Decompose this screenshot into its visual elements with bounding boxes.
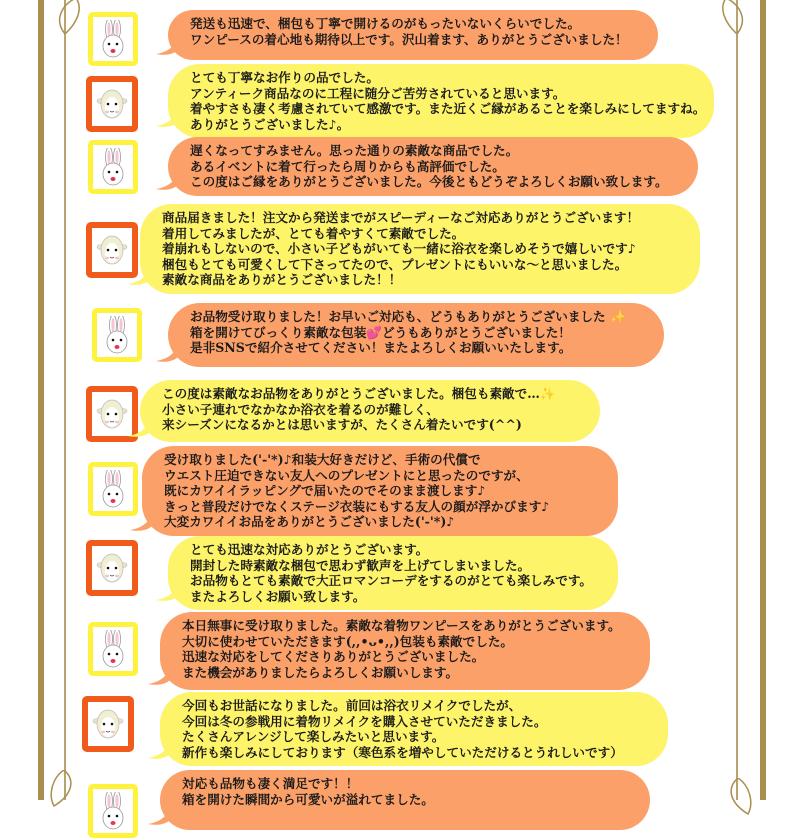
review-bubble [140, 204, 700, 294]
review-text-line: またよろしくお願い致します。 [190, 588, 366, 604]
review-text-line: 本日無事に受け取りました。素敵な着物ワンピースをありがとうございます。 [182, 618, 621, 633]
leaf-ornament-top-right-icon [712, 0, 752, 34]
review-text-line: ウエスト圧迫できない友人へのプレゼントにと思ったのですが、 [164, 467, 529, 483]
rabbit-icon [95, 148, 131, 186]
review-bubble [160, 612, 650, 690]
review-text-line: 箱を開けた瞬間から可愛いが溢れてました。 [182, 791, 434, 807]
review-text-line: 来シーズンになるかとは思いますが、たくさん着たいです(^^) [162, 417, 522, 433]
rabbit-avatar [88, 140, 138, 194]
leaf-ornament-top-left-icon [48, 0, 88, 34]
review-text-line: とても丁寧なお作りの品でした。 [190, 70, 379, 85]
review-bubble [168, 137, 698, 196]
review-text-line: 素敵な商品をありがとうございました！！ [162, 272, 402, 288]
review-text-line: 商品届きました！注文から発送までがスピーディーなご対応ありがとうございます！ [162, 210, 640, 225]
sheep-icon [94, 85, 130, 123]
sheep-icon [94, 549, 130, 587]
rabbit-avatar [88, 12, 138, 66]
frame-border-left-outer [38, 0, 44, 800]
rabbit-icon [99, 316, 135, 354]
rabbit-avatar [88, 784, 138, 838]
frame-border-right-inner [736, 0, 738, 800]
review-text-line: 新作も楽しみにしております（寒色系を増やしていただけるとうれしいです） [182, 744, 623, 760]
review-text-line: お品物受け取りました！お早いご対応も、どうもありがとうございました ✨ [190, 309, 626, 324]
review-text-line: 着やすさも凄く考慮されていて感激です。また近くご縁があることを楽しみにしてますね。 [190, 101, 706, 117]
review-text-line: 今回は冬の参戦用に着物リメイクを購入させていただきました。 [182, 713, 547, 729]
review-text-line: 受け取りました('-'*)♪和装大好きだけど、手術の代償で [164, 452, 481, 467]
review-text-line: 大変カワイイお品をありがとうございました('-'*)♪ [164, 514, 455, 530]
review-text-line: アンティーク商品なのに工程に随分ご苦労されていると思います。 [190, 85, 566, 101]
review-bubble [160, 770, 650, 830]
review-text-line: 是非SNSで紹介させてください！またよろしくお願いいたします。 [190, 340, 572, 356]
review-bubble [168, 536, 618, 610]
rabbit-avatar [88, 622, 138, 676]
review-bubble [168, 64, 714, 138]
sheep-avatar [86, 76, 138, 132]
review-bubble [140, 380, 600, 442]
review-text-line: この度は素敵なお品物をありがとうございました。梱包も素敵で…✨ [162, 386, 556, 401]
rabbit-icon [95, 470, 131, 508]
sheep-avatar [86, 540, 138, 596]
rabbit-icon [95, 792, 131, 830]
review-text-line: 既にカワイイラッピングで届いたのでそのまま渡します♪ [164, 483, 486, 499]
review-text-line: 今回もお世話になりました。前回は浴衣リメイクでしたが、 [182, 698, 522, 713]
review-text-line: たくさんアレンジして楽しみたいと思います。 [182, 729, 445, 745]
review-bubble [168, 10, 658, 60]
review-text-line: 遅くなってすみません。思った通りの素敵な商品でした。 [190, 143, 519, 158]
review-text-line: 梱包もとても可愛くして下さってたので、プレゼントにもいいな〜と思いました。 [162, 256, 628, 272]
review-text-line: ありがとうございました♪。 [190, 116, 350, 132]
review-text-line: この度はご縁をありがとうございました。今後ともどうぞよろしくお願い致します。 [190, 174, 668, 190]
review-text-line: 迅速な対応をしてくださりありがとうございました。 [182, 649, 485, 665]
review-bubble [142, 446, 618, 536]
frame-border-right-outer [760, 0, 766, 800]
rabbit-avatar [92, 308, 142, 362]
review-text-line: 着用してみましたが、とても着やすくて素敵でした。 [162, 225, 465, 241]
review-text-line: あるイベントに着て行ったら周りからも高評価でした。 [190, 158, 505, 174]
sheep-icon [94, 231, 130, 269]
review-text-line: 対応も品物も凄く満足です！！ [182, 776, 359, 791]
sheep-icon [94, 395, 130, 433]
rabbit-avatar [88, 462, 138, 516]
review-text-line: 大切に使わせていただきます(,,•ᴗ•,,)包装も素敵でした。 [182, 633, 514, 649]
review-text-line: きっと普段だけでなくステージ衣装にもする友人の顔が浮かびます♪ [164, 498, 550, 514]
review-text-line: また機会がありましたらよろしくお願いします。 [182, 664, 459, 680]
review-text-line: 開封した時素敵な梱包で思わず歓声を上げてしまいました。 [190, 557, 531, 573]
leaf-ornament-bottom-right-icon [716, 778, 756, 818]
review-text-line: 着崩れもしないので、小さい子どもがいても一緒に浴衣を楽しめそうで嬉しいです♪ [162, 241, 636, 257]
review-text-line: ワンピースの着心地も期待以上です。沢山着ます、ありがとうございました！ [190, 31, 628, 47]
review-bubble [168, 303, 664, 367]
review-text-line: お品物もとても素敵で大正ロマンコーデをするのがとても楽しみです。 [190, 573, 592, 589]
rabbit-icon [95, 20, 131, 58]
leaf-ornament-bottom-left-icon [44, 770, 84, 810]
review-text-line: 小さい子連れでなかなか浴衣を着るのが難しく、 [162, 401, 439, 417]
review-bubble [160, 692, 668, 766]
rabbit-icon [95, 630, 131, 668]
sheep-icon [90, 705, 126, 743]
review-text-line: 箱を開けてびっくり素敵な包装💕どうもありがとうございました！ [190, 324, 571, 340]
sheep-avatar [82, 696, 134, 752]
frame-border-left-inner [64, 0, 66, 800]
review-text-line: とても迅速な対応ありがとうございます。 [190, 542, 429, 557]
review-text-line: 発送も迅速で、梱包も丁寧で開けるのがもったいないくらいでした。 [190, 16, 581, 31]
